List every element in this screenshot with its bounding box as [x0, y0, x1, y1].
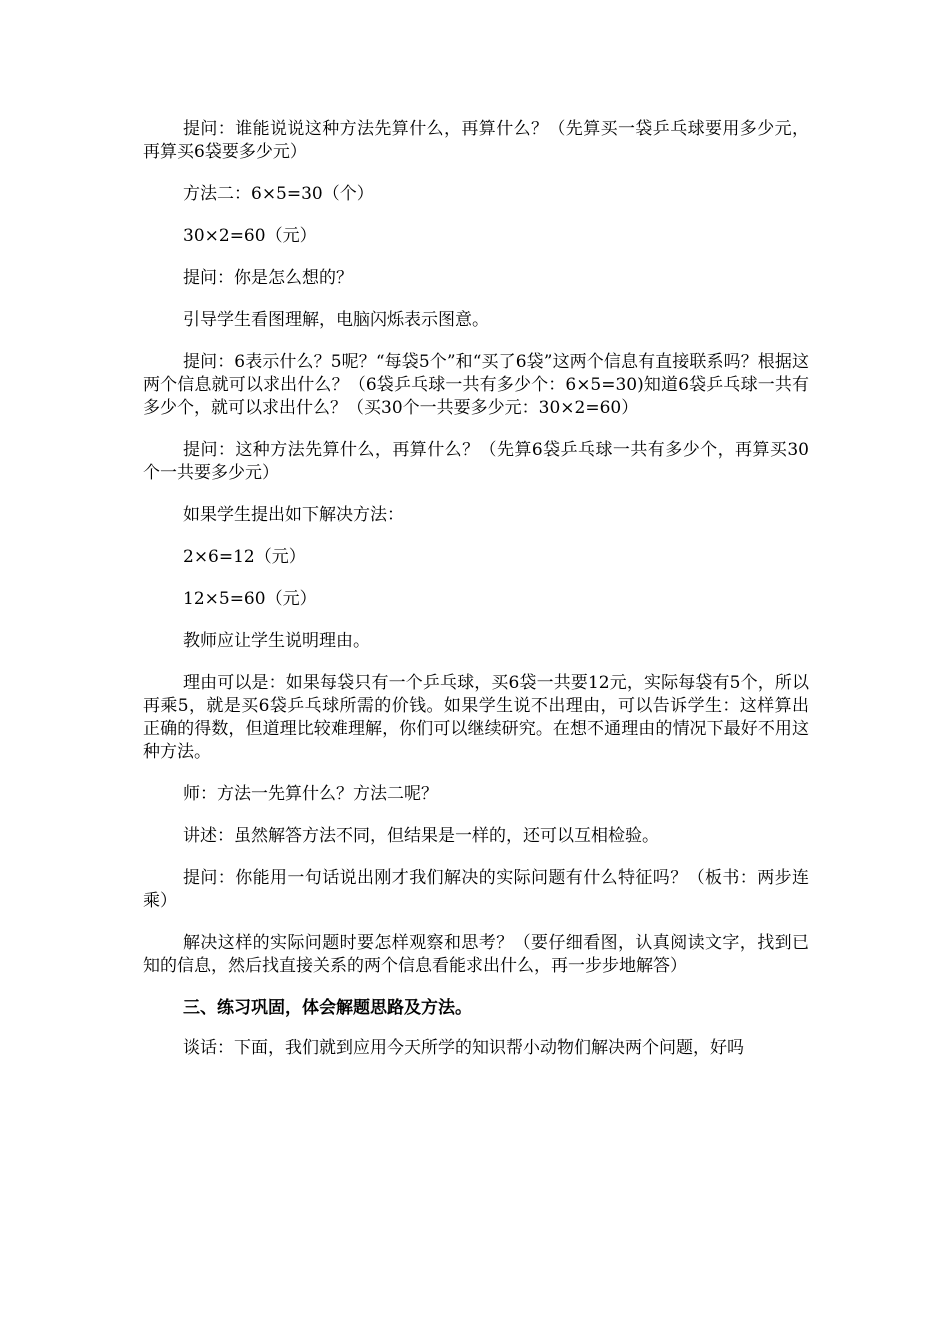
paragraph-equation-30x2: 30×2=60（元） — [183, 226, 317, 246]
paragraph-guide-students: 引导学生看图理解，电脑闪烁表示图意。 — [183, 310, 489, 330]
paragraph-equation-2x6: 2×6=12（元） — [183, 547, 306, 567]
paragraph-teacher-reason: 教师应让学生说明理由。 — [183, 631, 370, 651]
paragraph-alternative-method: 如果学生提出如下解决方法： — [183, 505, 404, 525]
document-page — [143, 118, 809, 1079]
paragraph-question-method-order: 提问：这种方法先算什么，再算什么？（先算6袋乒乓球一共有多少个，再算买30个一共要多少元） — [143, 440, 809, 483]
paragraph-question-feature: 提问：你能用一句话说出刚才我们解决的实际问题有什么特征吗？（板书：两步连乘） — [143, 868, 809, 911]
paragraph-equation-12x5: 12×5=60（元） — [183, 589, 317, 609]
paragraph-method-two: 方法二：6×5=30（个） — [183, 184, 374, 204]
paragraph-teacher-question: 师：方法一先算什么？方法二呢？ — [183, 784, 438, 804]
paragraph-closing-talk: 谈话：下面，我们就到应用今天所学的知识帮小动物们解决两个问题，好吗 — [183, 1038, 744, 1058]
paragraph-narration: 讲述：虽然解答方法不同，但结果是一样的，还可以互相检验。 — [183, 826, 659, 846]
paragraph-question-thinking: 提问：你是怎么想的？ — [183, 268, 353, 288]
section-heading: 三、练习巩固，体会解题思路及方法。 — [183, 998, 472, 1018]
paragraph-question-meaning: 提问：6表示什么？5呢？“每袋5个”和“买了6袋”这两个信息有直接联系吗？根据这两个信息就可以求出什么？（6袋乒乓球一共有多少个：6×5=30)知道6袋乒乓球一共有多少个，就可以求出什么？（买30个一共要多少元：30×2=60） — [143, 352, 809, 418]
paragraph-question-order: 提问：谁能说说这种方法先算什么，再算什么？（先算买一袋乒乓球要用多少元，再算买6袋要多少元） — [143, 119, 809, 162]
paragraph-reason-explanation: 理由可以是：如果每袋只有一个乒乓球，买6袋一共要12元，实际每袋有5个，所以再乘5，就是买6袋乒乓球所需的价钱。如果学生说不出理由，可以告诉学生：这样算出正确的得数，但道理比较难理解，你们可以继续研究。在想不通理由的情况下最好不用这种方法。 — [143, 673, 809, 762]
paragraph-how-to-think: 解决这样的实际问题时要怎样观察和思考？（要仔细看图，认真阅读文字，找到已知的信息，然后找直接关系的两个信息看能求出什么，再一步步地解答） — [143, 933, 809, 976]
